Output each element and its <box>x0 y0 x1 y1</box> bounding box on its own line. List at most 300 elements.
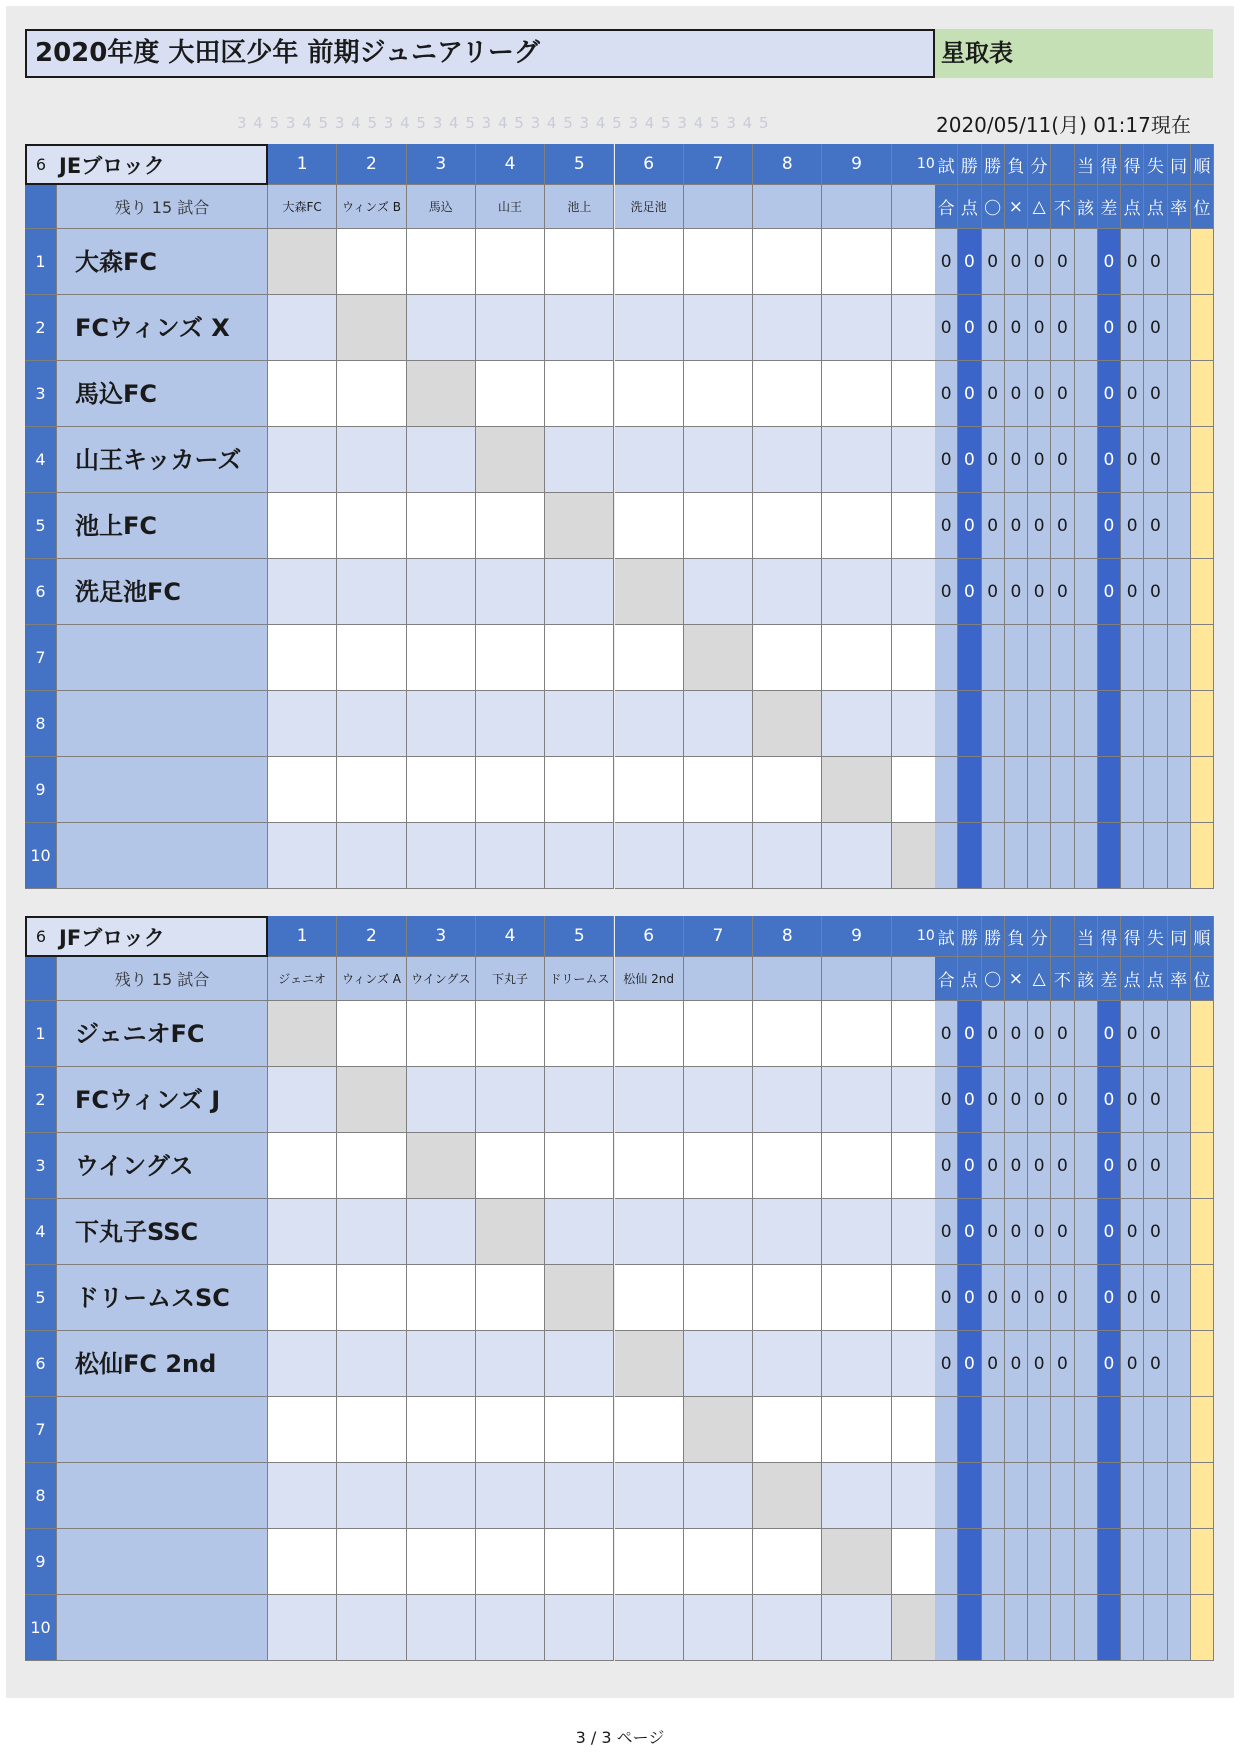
match-result-cell[interactable] <box>822 559 891 625</box>
stat-header-bottom: 点 <box>1144 957 1167 1001</box>
stat-value <box>1075 361 1098 427</box>
stat-value: 0 <box>1028 427 1051 493</box>
match-result-cell[interactable] <box>615 1265 684 1331</box>
match-result-cell[interactable] <box>476 691 545 757</box>
stat-value <box>1028 691 1051 757</box>
row-number: 3 <box>25 361 57 427</box>
stat-value: 0 <box>1144 295 1167 361</box>
match-result-cell[interactable] <box>337 1265 406 1331</box>
stat-value <box>1168 1397 1191 1463</box>
match-result-cell[interactable] <box>268 295 337 361</box>
league-title[interactable]: 2020年度 大田区少年 前期ジュニアリーグ <box>25 29 935 78</box>
match-result-cell[interactable] <box>822 295 891 361</box>
match-result-cell[interactable] <box>476 1463 545 1529</box>
stat-value <box>1144 625 1167 691</box>
stat-value: 0 <box>1051 361 1074 427</box>
match-result-cell[interactable] <box>268 427 337 493</box>
match-result-cell[interactable] <box>407 427 476 493</box>
stat-value: 0 <box>982 229 1005 295</box>
match-result-cell[interactable] <box>545 1001 614 1067</box>
match-result-cell[interactable] <box>615 427 684 493</box>
diagonal-cell <box>615 559 684 625</box>
match-result-cell[interactable] <box>822 427 891 493</box>
stat-value: 0 <box>958 1067 981 1133</box>
match-result-cell[interactable] <box>615 1397 684 1463</box>
match-result-cell[interactable] <box>615 1199 684 1265</box>
match-result-cell[interactable] <box>337 493 406 559</box>
match-result-cell[interactable] <box>753 625 822 691</box>
match-result-cell[interactable] <box>476 1265 545 1331</box>
update-timestamp: 2020/05/11(月) 01:17現在 <box>936 113 1191 137</box>
match-result-cell[interactable] <box>545 625 614 691</box>
match-result-cell[interactable] <box>337 1397 406 1463</box>
match-result-cell[interactable] <box>753 493 822 559</box>
match-result-cell[interactable] <box>684 1595 753 1661</box>
match-result-cell[interactable] <box>476 625 545 691</box>
opponent-col-number: 5 <box>545 916 614 957</box>
match-result-cell[interactable] <box>545 1595 614 1661</box>
stat-value <box>1168 1001 1191 1067</box>
stat-value: 0 <box>935 1067 958 1133</box>
match-result-cell[interactable] <box>407 493 476 559</box>
match-result-cell[interactable] <box>337 559 406 625</box>
je-block-table <box>25 144 1214 892</box>
stat-value <box>1005 1463 1028 1529</box>
stat-value <box>1168 1199 1191 1265</box>
match-result-cell[interactable] <box>615 1595 684 1661</box>
match-result-cell[interactable] <box>822 1133 891 1199</box>
match-result-cell[interactable] <box>684 1001 753 1067</box>
match-result-cell[interactable] <box>753 1001 822 1067</box>
remaining-games[interactable]: 残り 15 試合 <box>57 185 268 229</box>
opponent-col-number: 3 <box>407 916 476 957</box>
diagonal-cell <box>545 1265 614 1331</box>
stat-value <box>1168 229 1191 295</box>
match-result-cell[interactable] <box>822 625 891 691</box>
team-name[interactable]: FCウィンズ J <box>57 1067 268 1133</box>
stat-value <box>1191 1001 1214 1067</box>
match-result-cell[interactable] <box>615 691 684 757</box>
stat-header-bottom: 該 <box>1075 185 1098 229</box>
match-result-cell[interactable] <box>407 1397 476 1463</box>
match-result-cell[interactable] <box>753 1067 822 1133</box>
match-result-cell[interactable] <box>684 1199 753 1265</box>
match-result-cell[interactable] <box>407 625 476 691</box>
match-result-cell[interactable] <box>753 1397 822 1463</box>
team-name[interactable] <box>57 823 268 889</box>
match-result-cell[interactable] <box>337 1463 406 1529</box>
match-result-cell[interactable] <box>684 295 753 361</box>
match-result-cell[interactable] <box>545 427 614 493</box>
stat-value <box>982 757 1005 823</box>
team-name[interactable] <box>57 1595 268 1661</box>
match-result-cell[interactable] <box>545 1529 614 1595</box>
match-result-cell[interactable] <box>268 1199 337 1265</box>
team-name[interactable]: 下丸子SSC <box>57 1199 268 1265</box>
match-result-cell[interactable] <box>407 1529 476 1595</box>
match-result-cell[interactable] <box>615 229 684 295</box>
match-result-cell[interactable] <box>753 757 822 823</box>
match-result-cell[interactable] <box>476 1067 545 1133</box>
match-result-cell[interactable] <box>337 1001 406 1067</box>
match-result-cell[interactable] <box>822 1265 891 1331</box>
stat-value: 0 <box>1098 229 1121 295</box>
stat-value <box>1191 295 1214 361</box>
match-result-cell[interactable] <box>684 493 753 559</box>
hidden-helper-row: 3 4 5 3 4 5 3 4 5 3 4 5 3 4 5 3 4 5 3 4 5 3 4 5 3 4 5 3 4 5 3 4 5 <box>237 114 770 132</box>
stat-header-top: 負 <box>1005 144 1028 185</box>
match-result-cell[interactable] <box>407 1199 476 1265</box>
match-result-cell[interactable] <box>268 1529 337 1595</box>
match-result-cell[interactable] <box>822 493 891 559</box>
match-result-cell[interactable] <box>476 1133 545 1199</box>
match-result-cell[interactable] <box>407 1001 476 1067</box>
stat-value: 0 <box>982 1265 1005 1331</box>
match-result-cell[interactable] <box>615 823 684 889</box>
match-result-cell[interactable] <box>822 361 891 427</box>
match-result-cell[interactable] <box>407 295 476 361</box>
stat-value <box>1168 1067 1191 1133</box>
stat-value: 0 <box>1098 295 1121 361</box>
diagonal-cell <box>753 1463 822 1529</box>
match-result-cell[interactable] <box>337 1595 406 1661</box>
stat-value <box>935 823 958 889</box>
stat-header-bottom: 点 <box>958 185 981 229</box>
opponent-col-number: 1 <box>268 916 337 957</box>
diagonal-cell <box>476 427 545 493</box>
match-result-cell[interactable] <box>268 1331 337 1397</box>
stat-value <box>1191 1199 1214 1265</box>
match-result-cell[interactable] <box>337 1529 406 1595</box>
stat-value: 0 <box>958 559 981 625</box>
match-result-cell[interactable] <box>476 1331 545 1397</box>
stat-value: 0 <box>1121 1199 1144 1265</box>
row-number: 4 <box>25 427 57 493</box>
match-result-cell[interactable] <box>476 229 545 295</box>
match-result-cell[interactable] <box>337 1331 406 1397</box>
match-result-cell[interactable] <box>822 1463 891 1529</box>
stat-value <box>1098 1529 1121 1595</box>
match-result-cell[interactable] <box>615 1463 684 1529</box>
stat-value: 0 <box>1051 1001 1074 1067</box>
stat-header-bottom: × <box>1005 185 1028 229</box>
match-result-cell[interactable] <box>407 1265 476 1331</box>
stat-value: 0 <box>1098 1067 1121 1133</box>
stat-value <box>1051 691 1074 757</box>
match-result-cell[interactable] <box>545 559 614 625</box>
stat-value <box>1121 691 1144 757</box>
match-result-cell[interactable] <box>268 559 337 625</box>
stat-value <box>1121 1595 1144 1661</box>
match-result-cell[interactable] <box>268 757 337 823</box>
stat-value <box>1075 427 1098 493</box>
match-result-cell[interactable] <box>753 559 822 625</box>
stat-value: 0 <box>982 295 1005 361</box>
opponent-col-number: 9 <box>822 916 891 957</box>
stat-value: 0 <box>1144 1001 1167 1067</box>
match-result-cell[interactable] <box>476 493 545 559</box>
stat-value <box>982 1463 1005 1529</box>
sheet-subtitle[interactable]: 星取表 <box>935 29 1213 78</box>
opponent-short-name: 洗足池 <box>615 185 684 229</box>
match-result-cell[interactable] <box>268 1265 337 1331</box>
match-result-cell[interactable] <box>753 427 822 493</box>
stat-value: 0 <box>958 1199 981 1265</box>
match-result-cell[interactable] <box>407 229 476 295</box>
stat-value: 0 <box>982 1067 1005 1133</box>
opponent-short-name: ジェニオ <box>268 957 337 1001</box>
stat-header-top: 同 <box>1168 916 1191 957</box>
stat-value: 0 <box>1144 1133 1167 1199</box>
team-name[interactable]: 馬込FC <box>57 361 268 427</box>
match-result-cell[interactable] <box>545 691 614 757</box>
stat-value: 0 <box>958 295 981 361</box>
match-result-cell[interactable] <box>684 1529 753 1595</box>
match-result-cell[interactable] <box>684 757 753 823</box>
stat-header-top: 当 <box>1075 916 1098 957</box>
match-result-cell[interactable] <box>476 1397 545 1463</box>
match-result-cell[interactable] <box>476 757 545 823</box>
stat-header-top: 順 <box>1191 916 1214 957</box>
match-result-cell[interactable] <box>615 361 684 427</box>
stat-value: 0 <box>1028 1067 1051 1133</box>
match-result-cell[interactable] <box>822 1067 891 1133</box>
team-name[interactable]: 大森FC <box>57 229 268 295</box>
match-result-cell[interactable] <box>476 823 545 889</box>
diagonal-cell <box>822 1529 891 1595</box>
match-result-cell[interactable] <box>753 1265 822 1331</box>
match-result-cell[interactable] <box>337 229 406 295</box>
match-result-cell[interactable] <box>268 1133 337 1199</box>
opponent-col-number: 8 <box>753 916 822 957</box>
team-name[interactable]: 池上FC <box>57 493 268 559</box>
match-result-cell[interactable] <box>337 1133 406 1199</box>
match-result-cell[interactable] <box>476 559 545 625</box>
team-name[interactable] <box>57 1529 268 1595</box>
stat-value <box>1098 757 1121 823</box>
match-result-cell[interactable] <box>268 361 337 427</box>
block-name-box[interactable] <box>25 916 268 957</box>
opponent-short-name: 松仙 2nd <box>615 957 684 1001</box>
match-result-cell[interactable] <box>753 361 822 427</box>
stat-value <box>1051 1529 1074 1595</box>
stat-value <box>958 1529 981 1595</box>
match-result-cell[interactable] <box>476 1001 545 1067</box>
team-name[interactable]: 松仙FC 2nd <box>57 1331 268 1397</box>
stat-value: 0 <box>1098 1265 1121 1331</box>
match-result-cell[interactable] <box>337 625 406 691</box>
match-result-cell[interactable] <box>268 625 337 691</box>
opponent-col-number: 7 <box>684 916 753 957</box>
match-result-cell[interactable] <box>753 1331 822 1397</box>
match-result-cell[interactable] <box>268 1397 337 1463</box>
stat-value: 0 <box>1098 361 1121 427</box>
stat-value <box>1168 757 1191 823</box>
match-result-cell[interactable] <box>407 559 476 625</box>
stat-value <box>1075 1595 1098 1661</box>
match-result-cell[interactable] <box>753 229 822 295</box>
match-result-cell[interactable] <box>545 1331 614 1397</box>
match-result-cell[interactable] <box>476 295 545 361</box>
team-name[interactable]: ジェニオFC <box>57 1001 268 1067</box>
opponent-short-name <box>684 185 753 229</box>
team-name[interactable] <box>57 1463 268 1529</box>
match-result-cell[interactable] <box>753 1199 822 1265</box>
match-result-cell[interactable] <box>615 1067 684 1133</box>
stat-header-top: 勝 <box>982 916 1005 957</box>
match-result-cell[interactable] <box>753 1133 822 1199</box>
row-number: 8 <box>25 1463 57 1529</box>
stat-value: 0 <box>1005 361 1028 427</box>
match-result-cell[interactable] <box>684 1133 753 1199</box>
match-result-cell[interactable] <box>476 1595 545 1661</box>
row-number: 5 <box>25 493 57 559</box>
match-result-cell[interactable] <box>545 1397 614 1463</box>
stat-value <box>982 1397 1005 1463</box>
match-result-cell[interactable] <box>407 823 476 889</box>
stat-value <box>1028 757 1051 823</box>
match-result-cell[interactable] <box>684 691 753 757</box>
match-result-cell[interactable] <box>545 1067 614 1133</box>
match-result-cell[interactable] <box>268 691 337 757</box>
stat-value: 0 <box>958 493 981 559</box>
match-result-cell[interactable] <box>822 1001 891 1067</box>
row-number: 10 <box>25 1595 57 1661</box>
header-blank-cell <box>25 185 57 229</box>
stat-value <box>1005 1529 1028 1595</box>
diagonal-cell <box>545 493 614 559</box>
stat-value <box>1005 1397 1028 1463</box>
match-result-cell[interactable] <box>545 229 614 295</box>
match-result-cell[interactable] <box>407 757 476 823</box>
match-result-cell[interactable] <box>337 361 406 427</box>
team-name[interactable] <box>57 757 268 823</box>
match-result-cell[interactable] <box>753 1529 822 1595</box>
match-result-cell[interactable] <box>476 1529 545 1595</box>
match-result-cell[interactable] <box>822 229 891 295</box>
stat-value <box>1191 1067 1214 1133</box>
match-result-cell[interactable] <box>615 625 684 691</box>
stat-value <box>1191 1133 1214 1199</box>
stat-value: 0 <box>1144 1067 1167 1133</box>
match-result-cell[interactable] <box>753 823 822 889</box>
stat-header-top: 分 <box>1028 144 1051 185</box>
team-name[interactable]: ウイングス <box>57 1133 268 1199</box>
match-result-cell[interactable] <box>545 295 614 361</box>
match-result-cell[interactable] <box>615 757 684 823</box>
row-number: 9 <box>25 1529 57 1595</box>
team-name[interactable] <box>57 625 268 691</box>
match-result-cell[interactable] <box>753 295 822 361</box>
match-result-cell[interactable] <box>545 823 614 889</box>
match-result-cell[interactable] <box>615 493 684 559</box>
match-result-cell[interactable] <box>684 1067 753 1133</box>
block-name-box[interactable] <box>25 144 268 185</box>
team-name[interactable] <box>57 691 268 757</box>
match-result-cell[interactable] <box>268 493 337 559</box>
stat-value <box>1051 625 1074 691</box>
remaining-games[interactable]: 残り 15 試合 <box>57 957 268 1001</box>
match-result-cell[interactable] <box>615 1133 684 1199</box>
match-result-cell[interactable] <box>268 823 337 889</box>
match-result-cell[interactable] <box>407 1595 476 1661</box>
stat-value <box>1144 1397 1167 1463</box>
team-name[interactable] <box>57 1397 268 1463</box>
stat-value <box>1168 823 1191 889</box>
match-result-cell[interactable] <box>337 1199 406 1265</box>
match-result-cell[interactable] <box>684 361 753 427</box>
match-result-cell[interactable] <box>615 1529 684 1595</box>
match-result-cell[interactable] <box>545 1133 614 1199</box>
stat-value: 0 <box>958 1001 981 1067</box>
team-name[interactable]: FCウィンズ X <box>57 295 268 361</box>
match-result-cell[interactable] <box>684 823 753 889</box>
match-result-cell[interactable] <box>684 427 753 493</box>
match-result-cell[interactable] <box>407 1067 476 1133</box>
opponent-short-name: 池上 <box>545 185 614 229</box>
match-result-cell[interactable] <box>545 361 614 427</box>
stat-value: 0 <box>1051 1265 1074 1331</box>
match-result-cell[interactable] <box>822 1595 891 1661</box>
match-result-cell[interactable] <box>684 1331 753 1397</box>
match-result-cell[interactable] <box>476 361 545 427</box>
match-result-cell[interactable] <box>268 1067 337 1133</box>
match-result-cell[interactable] <box>822 1199 891 1265</box>
match-result-cell[interactable] <box>337 757 406 823</box>
match-result-cell[interactable] <box>753 1595 822 1661</box>
stat-header-top: 勝 <box>982 144 1005 185</box>
stat-value <box>1075 1265 1098 1331</box>
team-name[interactable]: 洗足池FC <box>57 559 268 625</box>
team-name[interactable]: 山王キッカーズ <box>57 427 268 493</box>
opponent-col-number: 4 <box>476 916 545 957</box>
match-result-cell[interactable] <box>337 691 406 757</box>
match-result-cell[interactable] <box>268 1463 337 1529</box>
stat-value: 0 <box>1005 493 1028 559</box>
stat-value <box>982 625 1005 691</box>
stat-value: 0 <box>1121 427 1144 493</box>
match-result-cell[interactable] <box>545 1199 614 1265</box>
match-result-cell[interactable] <box>822 823 891 889</box>
match-result-cell[interactable] <box>268 1595 337 1661</box>
diagonal-cell <box>337 295 406 361</box>
match-result-cell[interactable] <box>684 229 753 295</box>
team-name[interactable]: ドリームスSC <box>57 1265 268 1331</box>
match-result-cell[interactable] <box>337 823 406 889</box>
match-result-cell[interactable] <box>545 757 614 823</box>
stat-value <box>1098 1463 1121 1529</box>
match-result-cell[interactable] <box>684 559 753 625</box>
match-result-cell[interactable] <box>822 1397 891 1463</box>
match-result-cell[interactable] <box>407 1331 476 1397</box>
match-result-cell[interactable] <box>684 1463 753 1529</box>
stat-value <box>1028 1397 1051 1463</box>
stat-value <box>935 1595 958 1661</box>
match-result-cell[interactable] <box>615 295 684 361</box>
stat-value <box>1191 625 1214 691</box>
match-result-cell[interactable] <box>822 1331 891 1397</box>
stat-value: 0 <box>1005 295 1028 361</box>
match-result-cell[interactable] <box>337 427 406 493</box>
stat-value: 0 <box>1098 427 1121 493</box>
match-result-cell[interactable] <box>407 1463 476 1529</box>
match-result-cell[interactable] <box>545 1463 614 1529</box>
match-result-cell[interactable] <box>407 691 476 757</box>
match-result-cell[interactable] <box>822 691 891 757</box>
match-result-cell[interactable] <box>615 1001 684 1067</box>
match-result-cell[interactable] <box>684 1265 753 1331</box>
stat-value <box>1075 1067 1098 1133</box>
